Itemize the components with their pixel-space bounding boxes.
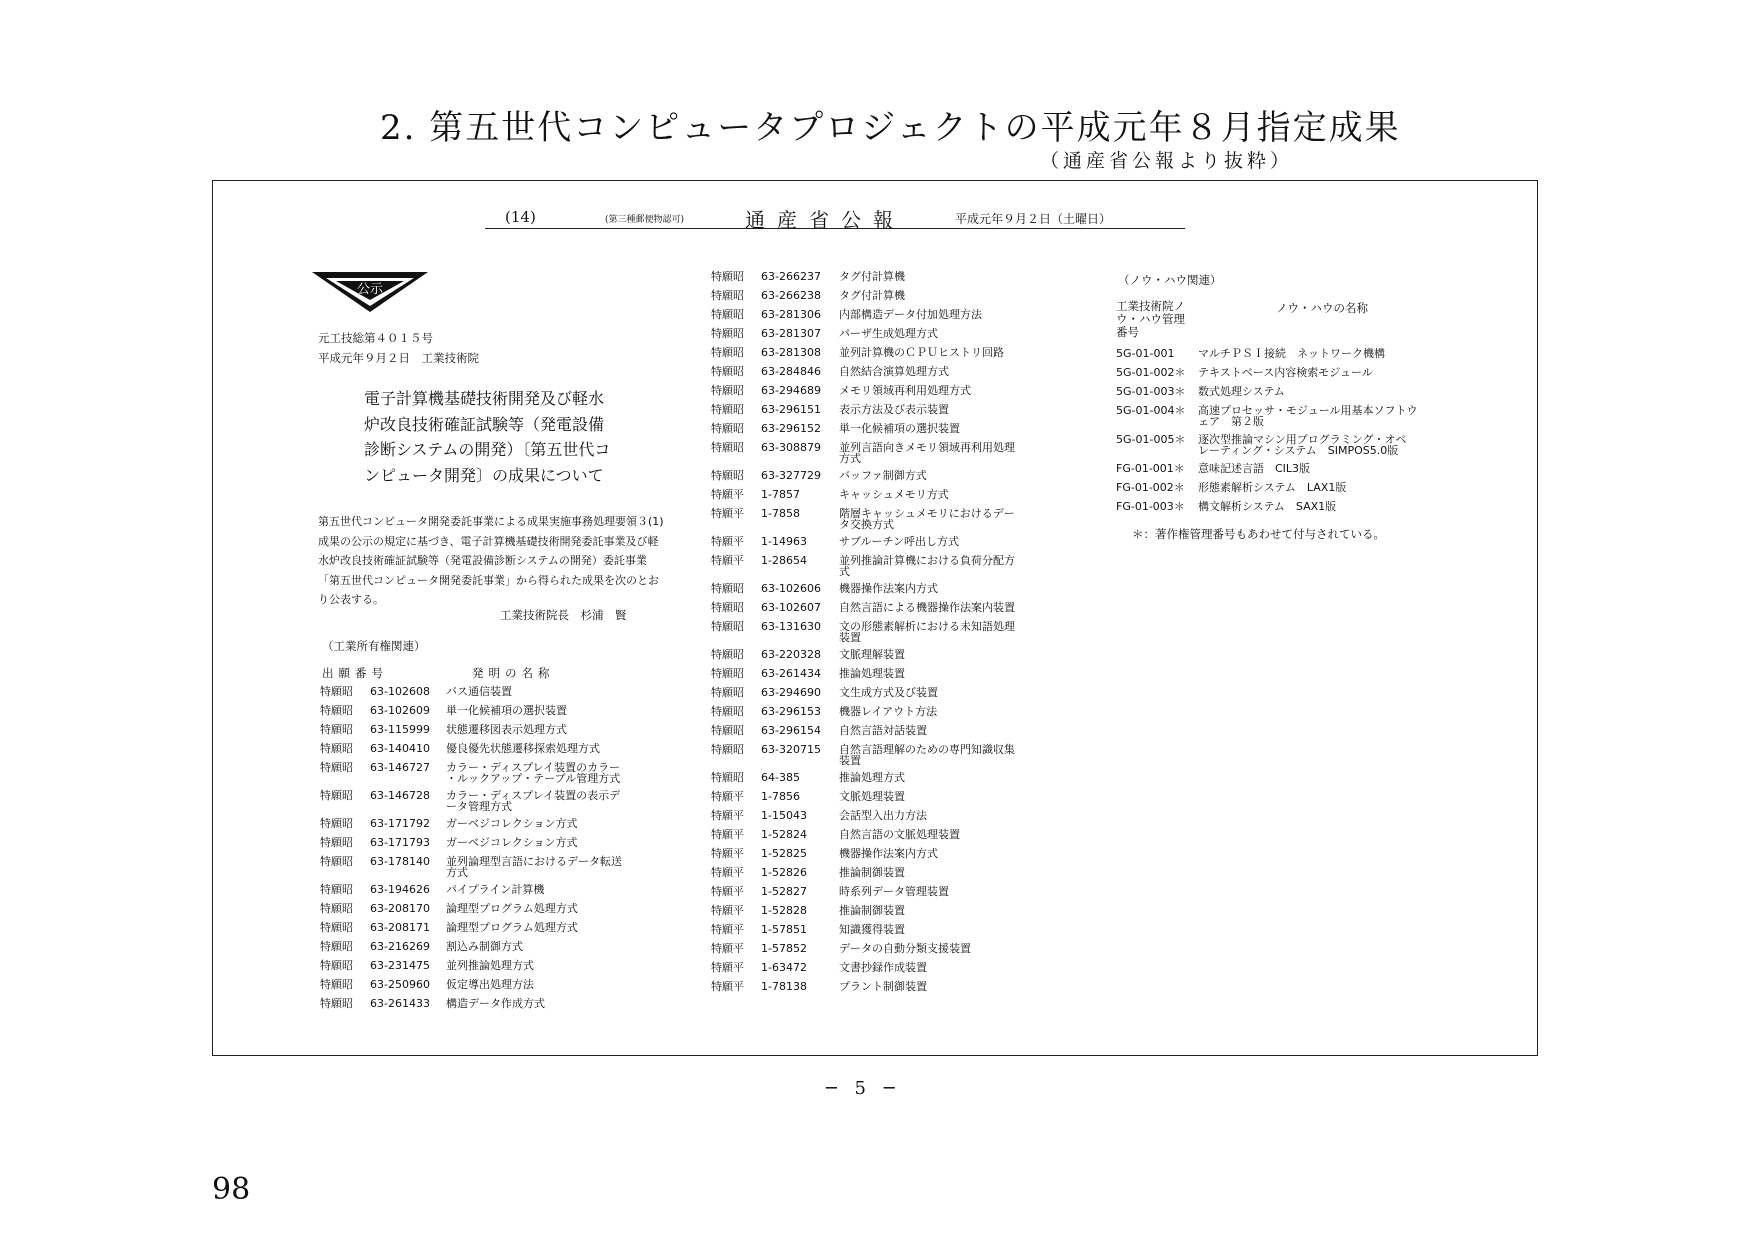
application-number: 63-296151 <box>761 403 821 416</box>
gazette-classification: (第三種郵便物認可) <box>605 215 685 225</box>
invention-title: 自然言語の文脈処理装置 <box>839 828 960 841</box>
application-type: 特願昭 <box>711 601 744 614</box>
application-number: 63-296154 <box>761 724 821 737</box>
application-type: 特願昭 <box>711 327 744 340</box>
notice-title: 電子計算機基礎技術開発及び軽水炉改良技術確証試験等（発電設備診断システムの開発）〔第五世代コンピュータ開発〕の成果について <box>364 389 611 485</box>
invention-title: 自然言語理解のための専門知識収集 <box>839 743 1015 756</box>
application-type: 特願昭 <box>320 978 353 991</box>
knowhow-title: マルチＰＳＩ接続 ネットワーク機構 <box>1198 347 1385 360</box>
application-number: 63-308879 <box>761 441 821 454</box>
invention-title: 機器操作法案内方式 <box>839 582 938 595</box>
invention-title: 機器レイアウト方法 <box>839 705 938 718</box>
application-type: 特願昭 <box>320 789 353 802</box>
page-title: 2. 第五世代コンピュータプロジェクトの平成元年８月指定成果 <box>380 108 1401 148</box>
invention-title: パーザ生成処理方式 <box>839 327 938 340</box>
application-number: 63-250960 <box>370 978 430 991</box>
application-type: 特願平 <box>711 828 744 841</box>
application-number: 63-140410 <box>370 742 430 755</box>
application-type: 特願昭 <box>320 685 353 698</box>
application-number: 63-146727 <box>370 761 430 774</box>
application-type: 特願昭 <box>320 921 353 934</box>
application-number: 1-78138 <box>761 980 807 993</box>
application-type: 特願昭 <box>711 648 744 661</box>
invention-title-continued: ・ルックアップ・テーブル管理方式 <box>446 772 621 785</box>
invention-title: 推論制御装置 <box>839 866 905 879</box>
application-number: 63-266238 <box>761 289 821 302</box>
application-number: 63-102607 <box>761 601 821 614</box>
application-number: 1-52824 <box>761 828 807 841</box>
application-type: 特願平 <box>711 866 744 879</box>
application-number: 63-171793 <box>370 836 430 849</box>
application-type: 特願昭 <box>711 705 744 718</box>
application-number: 1-52827 <box>761 885 807 898</box>
application-number: 63-208171 <box>370 921 430 934</box>
application-type: 特願昭 <box>320 817 353 830</box>
page-subtitle: （通産省公報より抜粋） <box>1040 150 1294 172</box>
application-type: 特願平 <box>711 885 744 898</box>
application-type: 特願平 <box>711 554 744 567</box>
application-type: 特願平 <box>711 980 744 993</box>
knowhow-number: 5G-01-004＊ <box>1116 404 1186 417</box>
application-number: 1-63472 <box>761 961 807 974</box>
application-type: 特願平 <box>711 847 744 860</box>
invention-title: 構造データ作成方式 <box>446 997 545 1010</box>
application-type: 特願昭 <box>711 441 744 454</box>
application-number: 64-385 <box>761 771 800 784</box>
notice-body: 第五世代コンピュータ開発委託事業による成果実施事務処理要領３(1)成果の公示の規定に基づき、電子計算機基礎技術開発委託事業及び軽水炉改良技術確証試験等（発電設備診断システムの開発）委託事業「第五世代コンピュータ開発委託事業」から得られた成果を次のとおり公表する。 <box>318 515 664 606</box>
invention-title: キャッシュメモリ方式 <box>839 488 949 501</box>
notice-number: 元工技総第４０１５号 <box>318 331 433 345</box>
gazette-page-number: ─ 5 ─ <box>826 1078 901 1099</box>
emblem-label: 公示 <box>356 282 384 297</box>
knowhow-number: 5G-01-002＊ <box>1116 366 1186 379</box>
application-number: 63-261434 <box>761 667 821 680</box>
invention-title: データの自動分類支援装置 <box>839 942 971 955</box>
application-number: 63-281308 <box>761 346 821 359</box>
application-number: 63-194626 <box>370 883 430 896</box>
invention-title: 文生成方式及び装置 <box>839 686 938 699</box>
application-type: 特願昭 <box>320 855 353 868</box>
application-number: 63-146728 <box>370 789 430 802</box>
invention-title: プラント制御装置 <box>839 980 927 993</box>
application-type: 特願平 <box>711 942 744 955</box>
invention-title: カラー・ディスプレイ装置のカラー <box>446 761 621 774</box>
document-page-number: 98 <box>212 1172 251 1207</box>
application-type: 特願昭 <box>320 742 353 755</box>
application-number: 63-171792 <box>370 817 430 830</box>
application-number: 1-14963 <box>761 535 807 548</box>
application-number: 63-281307 <box>761 327 821 340</box>
application-number: 63-208170 <box>370 902 430 915</box>
application-number: 1-52825 <box>761 847 807 860</box>
knowhow-number: FG-01-001＊ <box>1116 462 1185 475</box>
invention-title: 文脈理解装置 <box>839 648 905 661</box>
application-number: 63-102608 <box>370 685 430 698</box>
invention-title: 自然言語による機器操作法案内装置 <box>839 601 1015 614</box>
application-type: 特願昭 <box>320 959 353 972</box>
application-type: 特願昭 <box>711 469 744 482</box>
application-number: 63-296152 <box>761 422 821 435</box>
application-type: 特願昭 <box>711 667 744 680</box>
application-type: 特願昭 <box>711 771 744 784</box>
application-number: 63-320715 <box>761 743 821 756</box>
invention-title-continued: 装置 <box>839 754 861 767</box>
application-number: 1-52826 <box>761 866 807 879</box>
notice-signature: 工業技術院長 杉浦 賢 <box>500 608 627 622</box>
application-type: 特願平 <box>711 790 744 803</box>
application-type: 特願昭 <box>711 365 744 378</box>
application-type: 特願平 <box>711 904 744 917</box>
application-type: 特願平 <box>711 923 744 936</box>
gazette-header <box>485 208 1185 232</box>
application-number: 63-261433 <box>370 997 430 1010</box>
invention-title: 仮定導出処理方法 <box>446 978 534 991</box>
application-number: 1-57852 <box>761 942 807 955</box>
knowhow-title: 形態素解析システム LAX1版 <box>1198 481 1347 494</box>
application-number: 63-266237 <box>761 270 821 283</box>
invention-title: ガーベジコレクション方式 <box>446 817 578 830</box>
application-type: 特願昭 <box>711 384 744 397</box>
application-number: 1-52828 <box>761 904 807 917</box>
application-number: 1-7856 <box>761 790 800 803</box>
knowhow-number: FG-01-002＊ <box>1116 481 1185 494</box>
knowhow-title: 構文解析システム SAX1版 <box>1198 500 1337 513</box>
application-type: 特願昭 <box>320 902 353 915</box>
application-number: 1-15043 <box>761 809 807 822</box>
knowhow-column-header-name: ノウ・ハウの名称 <box>1276 301 1368 315</box>
invention-title: 並列推論処理方式 <box>446 959 534 972</box>
invention-title: 論理型プログラム処理方式 <box>446 902 578 915</box>
invention-title: 状態遷移図表示処理方式 <box>446 723 567 736</box>
gazette-issue: (14) <box>505 208 536 226</box>
invention-title: 自然結合演算処理方式 <box>839 365 949 378</box>
application-number: 63-296153 <box>761 705 821 718</box>
industrial-section-title: （工業所有権関連） <box>322 639 426 653</box>
invention-title-continued: タ交換方式 <box>839 518 894 531</box>
application-number: 63-102609 <box>370 704 430 717</box>
invention-title: 表示方法及び表示装置 <box>839 403 949 416</box>
application-type: 特願昭 <box>320 836 353 849</box>
invention-title: 単一化候補項の選択装置 <box>446 704 567 717</box>
invention-title: バッファ制御方式 <box>839 469 927 482</box>
invention-title: ガーベジコレクション方式 <box>446 836 578 849</box>
knowhow-title: テキストベース内容検索モジュール <box>1198 366 1373 379</box>
application-number: 63-294689 <box>761 384 821 397</box>
application-type: 特願昭 <box>711 743 744 756</box>
knowhow-title-continued: レーティング・システム SIMPOS5.0版 <box>1198 444 1399 457</box>
invention-title: 会話型入出力方法 <box>839 809 927 822</box>
knowhow-column-header-number: 工業技術院ノウ・ハウ管理番号 <box>1116 299 1185 339</box>
application-number: 63-281306 <box>761 308 821 321</box>
invention-title: 並列論理型言語におけるデータ転送 <box>446 855 622 868</box>
application-number: 63-216269 <box>370 940 430 953</box>
application-number: 63-231475 <box>370 959 430 972</box>
application-type: 特願平 <box>711 507 744 520</box>
column-header-number: 出願番号 <box>322 666 388 680</box>
invention-title: 自然言語対話装置 <box>839 724 927 737</box>
notice-emblem-icon <box>312 268 428 314</box>
application-number: 1-28654 <box>761 554 807 567</box>
application-type: 特願昭 <box>320 940 353 953</box>
knowhow-title: 意味記述言語 CIL3版 <box>1198 462 1311 475</box>
application-type: 特願昭 <box>711 308 744 321</box>
application-type: 特願昭 <box>320 761 353 774</box>
application-number: 63-131630 <box>761 620 821 633</box>
application-type: 特願昭 <box>711 403 744 416</box>
invention-title: 機器操作法案内方式 <box>839 847 938 860</box>
invention-title-continued: 方式 <box>839 452 861 465</box>
application-number: 1-7858 <box>761 507 800 520</box>
application-type: 特願平 <box>711 809 744 822</box>
invention-title: サブルーチン呼出し方式 <box>839 535 960 548</box>
column-header-name: 発明の名称 <box>472 666 555 680</box>
gazette-date: 平成元年９月２日（土曜日） <box>955 212 1112 226</box>
invention-title-continued: ータ管理方式 <box>446 800 512 813</box>
application-type: 特願昭 <box>711 346 744 359</box>
application-type: 特願昭 <box>711 422 744 435</box>
application-number: 63-115999 <box>370 723 430 736</box>
application-type: 特願平 <box>711 535 744 548</box>
invention-title: 文の形態素解析における未知語処理 <box>839 620 1015 633</box>
invention-title-continued: 式 <box>839 565 850 578</box>
knowhow-number: 5G-01-003＊ <box>1116 385 1186 398</box>
invention-title: 内部構造データ付加処理方法 <box>839 308 982 321</box>
application-type: 特願平 <box>711 488 744 501</box>
application-type: 特願昭 <box>320 997 353 1010</box>
application-type: 特願昭 <box>711 724 744 737</box>
application-number: 1-57851 <box>761 923 807 936</box>
knowhow-number: 5G-01-005＊ <box>1116 433 1186 446</box>
application-number: 63-327729 <box>761 469 821 482</box>
knowhow-title-continued: ェア 第２版 <box>1198 415 1264 428</box>
invention-title: バス通信装置 <box>446 685 512 698</box>
knowhow-number: FG-01-003＊ <box>1116 500 1185 513</box>
application-type: 特願昭 <box>711 686 744 699</box>
invention-title: カラー・ディスプレイ装置の表示デ <box>446 789 621 802</box>
invention-title: 論理型プログラム処理方式 <box>446 921 578 934</box>
invention-title: 単一化候補項の選択装置 <box>839 422 960 435</box>
application-number: 1-7857 <box>761 488 800 501</box>
application-type: 特願昭 <box>711 289 744 302</box>
application-number: 63-294690 <box>761 686 821 699</box>
invention-title-continued: 方式 <box>446 866 468 879</box>
invention-title: 推論処理方式 <box>839 771 905 784</box>
invention-title: 並列計算機のＣＰＵヒストリ回路 <box>839 346 1004 359</box>
application-type: 特願昭 <box>320 704 353 717</box>
application-number: 63-220328 <box>761 648 821 661</box>
invention-title: 並列推論計算機における負荷分配方 <box>839 554 1015 567</box>
invention-title-continued: 装置 <box>839 631 861 644</box>
invention-title: 階層キャッシュメモリにおけるデー <box>839 507 1015 520</box>
invention-title: 時系列データ管理装置 <box>839 885 949 898</box>
application-type: 特願昭 <box>711 270 744 283</box>
application-type: 特願昭 <box>320 723 353 736</box>
invention-title: タグ付計算機 <box>839 289 905 302</box>
application-number: 63-284846 <box>761 365 821 378</box>
application-type: 特願昭 <box>711 582 744 595</box>
application-type: 特願平 <box>711 961 744 974</box>
invention-title: 優良優先状態遷移探索処理方式 <box>446 742 600 755</box>
invention-title: 文書抄録作成装置 <box>839 961 927 974</box>
application-number: 63-102606 <box>761 582 821 595</box>
invention-title: 並列言語向きメモリ領域再利用処理 <box>839 441 1015 454</box>
invention-title: メモリ領域再利用処理方式 <box>839 384 971 397</box>
invention-title: パイプライン計算機 <box>446 883 545 896</box>
application-number: 63-178140 <box>370 855 430 868</box>
knowhow-title: 数式処理システム <box>1198 385 1285 398</box>
invention-title: 推論処理装置 <box>839 667 905 680</box>
knowhow-title: 高速プロセッサ・モジュール用基本ソフトウ <box>1198 404 1418 417</box>
knowhow-note: ＊：著作権管理番号もあわせて付与されている。 <box>1132 527 1385 541</box>
invention-title: 知識獲得装置 <box>839 923 905 936</box>
invention-title: 文脈処理装置 <box>839 790 905 803</box>
knowhow-section-title: （ノウ・ハウ関連） <box>1118 273 1222 287</box>
notice-date-issuer: 平成元年９月２日 工業技術院 <box>318 351 479 365</box>
invention-title: 推論制御装置 <box>839 904 905 917</box>
application-type: 特願昭 <box>711 620 744 633</box>
invention-title: タグ付計算機 <box>839 270 905 283</box>
knowhow-number: 5G-01-001 <box>1116 347 1175 360</box>
knowhow-title: 逐次型推論マシン用プログラミング・オペ <box>1198 433 1407 446</box>
gazette-name: 通産省公報 <box>745 208 905 232</box>
invention-title: 割込み制御方式 <box>446 940 523 953</box>
application-type: 特願昭 <box>320 883 353 896</box>
